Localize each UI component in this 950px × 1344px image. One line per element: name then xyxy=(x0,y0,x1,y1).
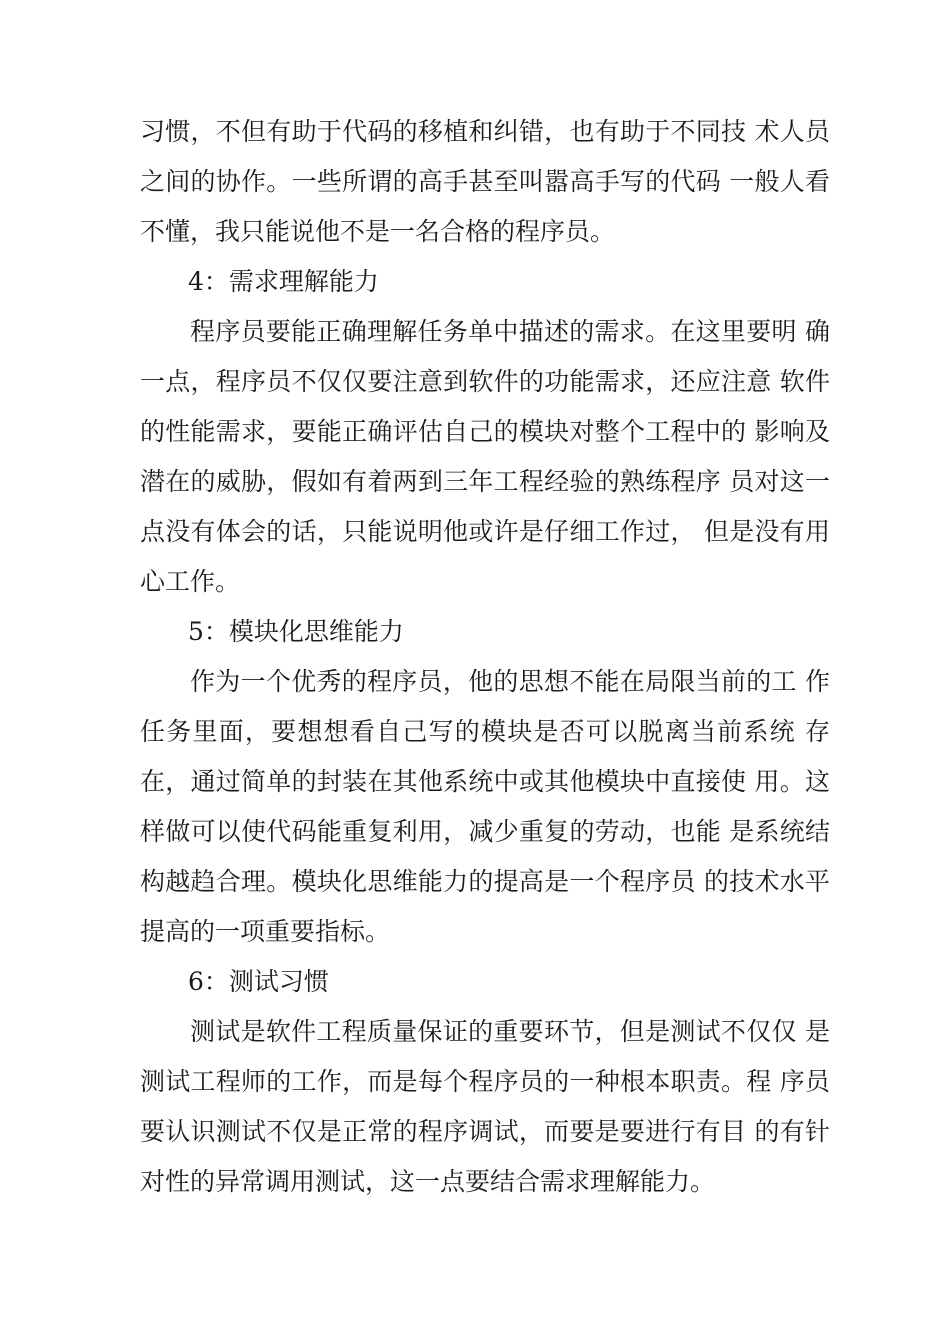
text-line: 任务里面，要想想看自己写的模块是否可以脱离当前系统 存 xyxy=(140,717,830,746)
text-line: 一点，程序员不仅仅要注意到软件的功能需求，还应注意 软件 xyxy=(140,367,830,396)
text-line: 样做可以使代码能重复利用，减少重复的劳动，也能 是系统结 xyxy=(140,817,830,846)
paragraph xyxy=(140,107,830,257)
text-line: 潜在的威胁，假如有着两到三年工程经验的熟练程序 员对这一 xyxy=(140,467,830,496)
section-heading: 5：模块化思维能力 xyxy=(188,617,404,646)
text-line: 不懂，我只能说他不是一名合格的程序员。 xyxy=(140,217,616,246)
text-line: 提高的一项重要指标。 xyxy=(140,917,391,946)
text-line: 测试工程师的工作，而是每个程序员的一种根本职责。程 序员 xyxy=(140,1067,830,1096)
text-line: 的性能需求，要能正确评估自己的模块对整个工程中的 影响及 xyxy=(140,417,830,446)
paragraph xyxy=(140,1007,830,1207)
text-line: 测试是软件工程质量保证的重要环节，但是测试不仅仅 是 xyxy=(190,1017,830,1046)
text-line: 要认识测试不仅是正常的程序调试，而要是要进行有目 的有针 xyxy=(140,1117,830,1146)
text-line: 之间的协作。一些所谓的高手甚至叫嚣高手写的代码 一般人看 xyxy=(140,167,830,196)
text-line: 对性的异常调用测试，这一点要结合需求理解能力。 xyxy=(140,1167,716,1196)
text-line: 程序员要能正确理解任务单中描述的需求。在这里要明 确 xyxy=(190,317,830,346)
text-line: 构越趋合理。模块化思维能力的提高是一个程序员 的技术水平 xyxy=(140,867,830,896)
text-line: 习惯，不但有助于代码的移植和纠错，也有助于不同技 术人员 xyxy=(140,117,830,146)
text-line: 作为一个优秀的程序员，他的思想不能在局限当前的工 作 xyxy=(190,667,830,696)
section-heading: 6：测试习惯 xyxy=(188,967,329,996)
section-heading: 4：需求理解能力 xyxy=(188,267,379,296)
paragraph xyxy=(140,657,830,957)
text-line: 在，通过简单的封装在其他系统中或其他模块中直接使 用。这 xyxy=(140,767,830,796)
text-line: 心工作。 xyxy=(140,567,241,596)
text-line: 点没有体会的话，只能说明他或许是仔细工作过， 但是没有用 xyxy=(140,517,830,546)
document-page xyxy=(140,107,830,1207)
paragraph xyxy=(140,307,830,607)
